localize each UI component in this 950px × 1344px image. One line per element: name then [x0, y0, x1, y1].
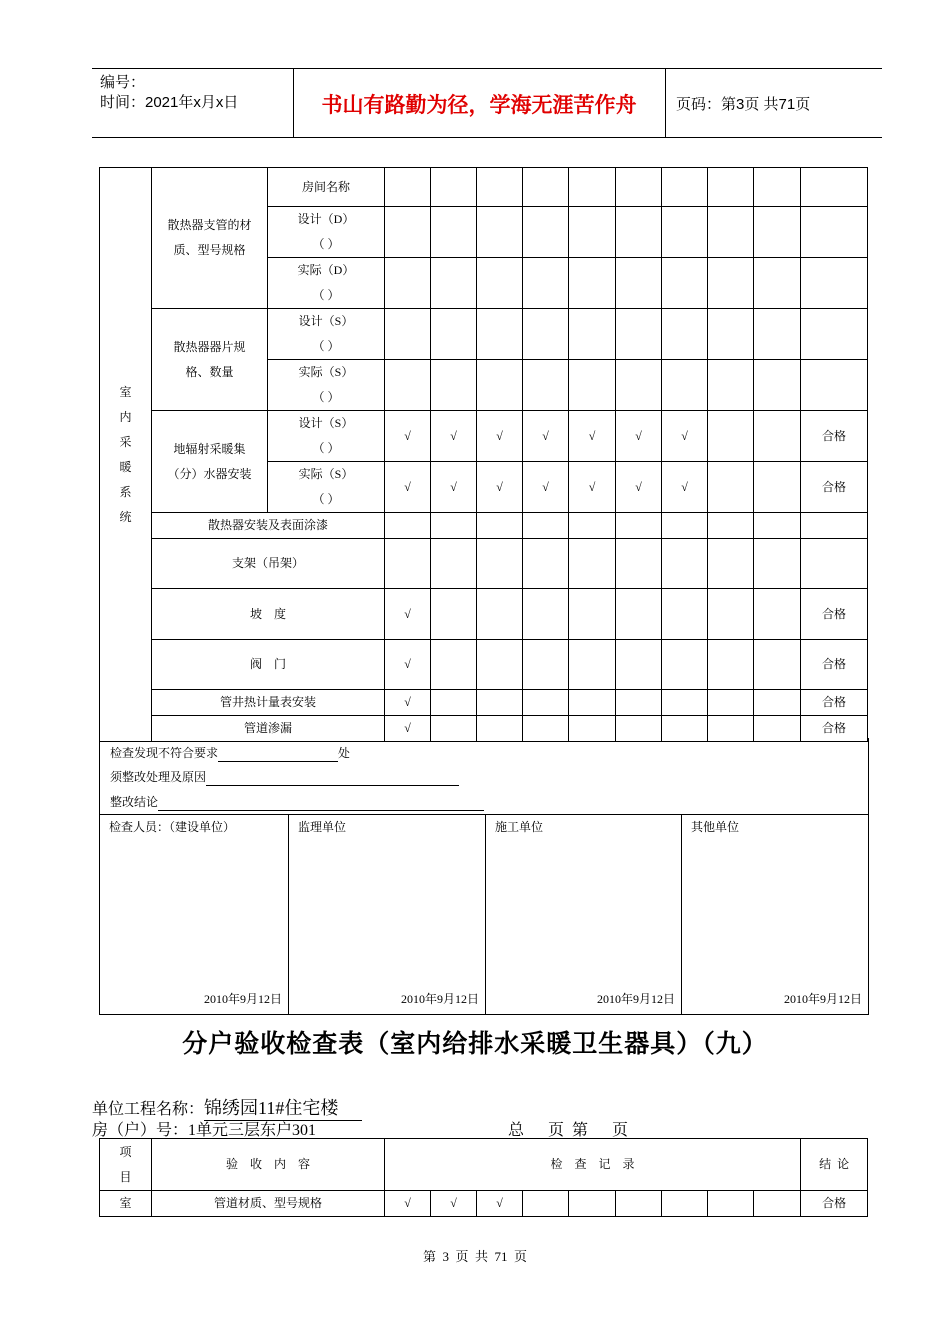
sig-other: 其他单位 2010年9月12日: [682, 815, 869, 1015]
page-footer: 第 3 页 共 71 页: [422, 1249, 527, 1264]
result-pass: 合格: [801, 716, 868, 742]
group1-label: 散热器支管的材质、型号规格: [167, 218, 252, 257]
form-title: 分户验收检查表（室内给排水采暖卫生器具）（九）: [182, 1029, 768, 1058]
room-label: 房（户）号：1单元三层东户301: [92, 1122, 317, 1139]
room-name-label: 房间名称: [268, 168, 385, 207]
group3-cell: [152, 411, 268, 513]
result-pass: 合格: [801, 462, 868, 513]
result-pass: 合格: [801, 690, 868, 716]
actual-s-cell: 实际（S） （ ）: [268, 360, 385, 411]
row-paint-label: 散热器安装及表面涂漆: [152, 513, 385, 539]
actual-s-cell-2: 实际（S） （ ）: [268, 462, 385, 513]
design-d-cell: 设计（D） （ ）: [268, 207, 385, 258]
row-leak-label: 管道渗漏: [152, 716, 385, 742]
group1-cell: [152, 168, 268, 309]
sig-supervisor: 监理单位 2010年9月12日: [289, 815, 486, 1015]
group2-cell: [152, 309, 268, 411]
project-label: 单位工程名称：: [92, 1101, 205, 1118]
col-content: 验 收 内 容: [152, 1139, 385, 1191]
header-left: [100, 73, 238, 113]
room-info: [92, 1117, 316, 1140]
group3-label: 地辐射采暖集（分）水器安装: [167, 441, 252, 481]
header-page: 页码：第3页 共71页: [676, 96, 811, 113]
row-support-label: 支架（吊架）: [152, 539, 385, 589]
project-value: 锦绣园11#住宅楼: [204, 1094, 362, 1121]
row-meter-label: 管井热计量表安装: [152, 690, 385, 716]
col-conclusion: 结 论: [801, 1139, 868, 1191]
row-section: 室: [100, 1191, 152, 1217]
row-slope-label: 坡 度: [152, 589, 385, 640]
serial-label: 编号：: [100, 74, 146, 91]
result-pass: 合格: [801, 411, 868, 462]
sig-owner: 检查人员：（建设单位） 2010年9月12日: [100, 815, 289, 1015]
design-s-cell: 设计（S） （ ）: [268, 309, 385, 360]
section-label: 室内采暖系统: [119, 384, 132, 524]
header-motto: 书山有路勤为径，学海无涯苦作舟: [321, 93, 637, 117]
result-pass: 合格: [801, 589, 868, 640]
page-count: 总 页 第 页: [508, 1122, 629, 1139]
time-label: 时间：2021年x月x日: [100, 94, 239, 111]
page-header: [92, 68, 882, 138]
signature-table: [99, 814, 869, 1015]
inspection-table-1: 室内采暖系统 散热器支管的材质、型号规格 房间名称 设计（D） （ ） 实际（D） （ ） 散热器器片规格、数量 设计（S） （ ） 实际（S） （ ） 地辐射采暖集（分）水器安装 设计（S） （ ） √ √ √ √ √ √ √ 合格 实际（S） （ ） √ √ √ √ √ √ √ 合格 散热器安装及表面涂漆 支架（吊架） 坡 度 √ 合格 阀 门 √ 合格 管井热计量表安装 √ 合格 管道渗漏 √ 合格: [99, 167, 868, 742]
result-pass: 合格: [801, 640, 868, 690]
col-record: 检 查 记 录: [385, 1139, 801, 1191]
inspection-table-2: 项目 验 收 内 容 检 查 记 录 结 论 室 管道材质、型号规格 √ √ √ 合格: [99, 1138, 868, 1217]
sig-contractor: 施工单位 2010年9月12日: [486, 815, 682, 1015]
row-label: 管道材质、型号规格: [152, 1191, 385, 1217]
result-pass: 合格: [801, 1191, 868, 1217]
design-s-cell-2: 设计（S） （ ）: [268, 411, 385, 462]
findings-block: 检查发现不符合要求 处 须整改处理及原因 整改结论: [99, 738, 869, 815]
row-valve-label: 阀 门: [152, 640, 385, 690]
group2-label: 散热器器片规格、数量: [173, 339, 246, 379]
section-cell: [100, 168, 152, 742]
col-item: 项目: [100, 1139, 152, 1191]
actual-d-cell: 实际（D） （ ）: [268, 258, 385, 309]
